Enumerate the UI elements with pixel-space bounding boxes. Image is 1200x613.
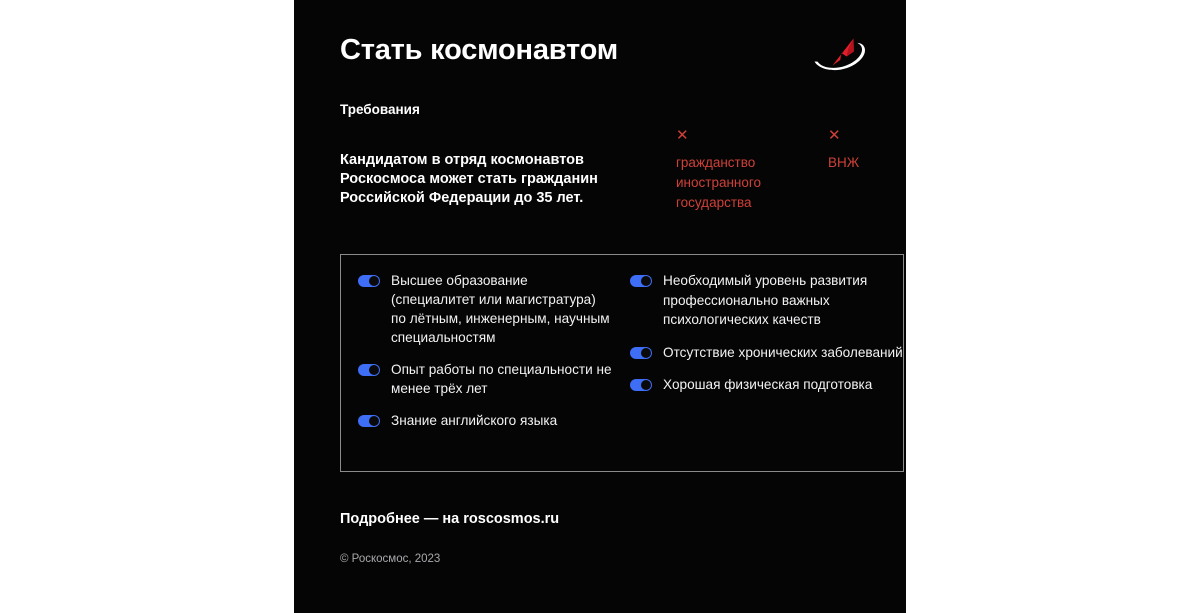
panel-header: [340, 33, 868, 85]
toggle-knob: [369, 416, 379, 426]
disqualifier-item: [676, 128, 794, 213]
page-title: Стать космонавтом: [340, 34, 619, 66]
footer-copyright: © Роскосмос, 2023: [340, 553, 441, 565]
list-item[interactable]: [358, 271, 612, 347]
toggle-switch-icon[interactable]: [358, 415, 380, 427]
requirements-box: [340, 254, 904, 472]
disqualifier-label: ВНЖ: [828, 155, 860, 170]
list-item[interactable]: [630, 271, 903, 330]
toggle-switch-icon[interactable]: [358, 364, 380, 376]
toggle-switch-icon[interactable]: [630, 347, 652, 359]
toggle-knob: [369, 365, 379, 375]
list-item[interactable]: [358, 411, 612, 430]
infographic-panel: [294, 0, 906, 613]
requirements-column-right: [612, 271, 903, 430]
disqualifier-item: [828, 128, 888, 213]
roscosmos-logo-icon: [810, 35, 868, 75]
toggle-knob: [641, 348, 651, 358]
list-item[interactable]: [358, 360, 612, 398]
cross-icon: ✕: [828, 127, 841, 144]
requirement-label: Необходимый уровень развития профессионально важных психологических качеств: [663, 273, 868, 327]
section-label-requirements: Требования: [340, 102, 420, 117]
cross-icon: ✕: [676, 127, 689, 144]
toggle-switch-icon[interactable]: [630, 379, 652, 391]
requirement-label: Высшее образование (специалитет или магистратура) по лётным, инженерным, научным специальностям: [391, 273, 610, 345]
toggle-knob: [641, 380, 651, 390]
toggle-knob: [641, 276, 651, 286]
requirement-label: Знание английского языка: [391, 413, 558, 428]
eligibility-statement: Кандидатом в отряд космонавтов Роскосмоса может стать гражданин Российской Федерации до 35 лет.: [340, 152, 598, 206]
requirements-column-left: [341, 271, 612, 430]
toggle-knob: [369, 276, 379, 286]
toggle-switch-icon[interactable]: [630, 275, 652, 287]
list-item[interactable]: [630, 375, 903, 395]
requirement-label: Опыт работы по специальности не менее трёх лет: [391, 362, 612, 396]
requirement-label: Отсутствие хронических заболеваний: [663, 344, 903, 360]
disqualifier-label: гражданство иностранного государства: [676, 155, 762, 210]
list-item[interactable]: [630, 343, 903, 363]
disqualifiers-group: [676, 128, 888, 213]
footer-cta[interactable]: Подробнее — на roscosmos.ru: [340, 511, 560, 527]
requirements-columns: [341, 255, 903, 430]
toggle-switch-icon[interactable]: [358, 275, 380, 287]
requirement-label: Хорошая физическая подготовка: [663, 377, 873, 392]
